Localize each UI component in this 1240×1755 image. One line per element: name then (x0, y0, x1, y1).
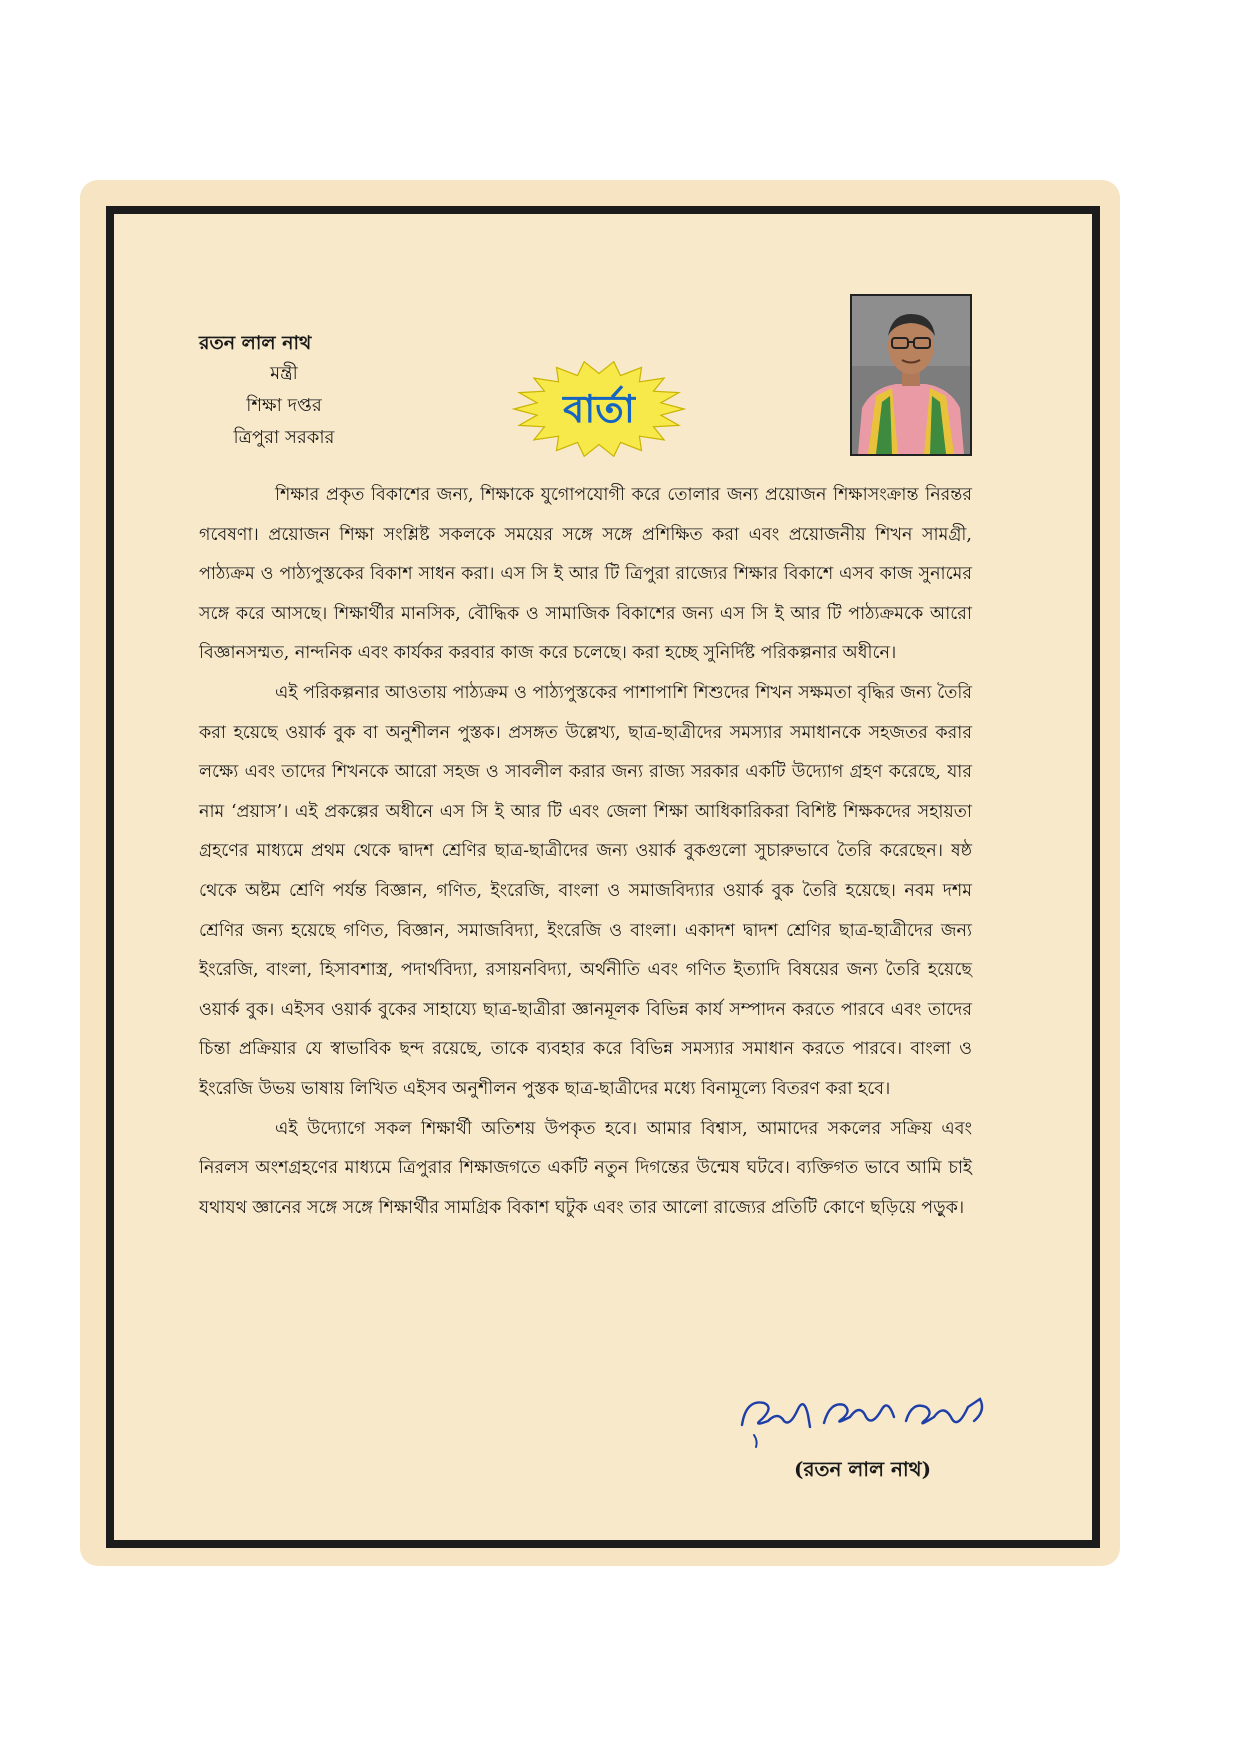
signature-image (734, 1381, 1004, 1451)
minister-portrait (850, 294, 972, 456)
sender-designation: মন্ত্রী (270, 363, 298, 384)
sender-government: ত্রিপুরা সরকার (233, 427, 335, 448)
message-body (199, 476, 972, 1228)
page-title: বার্তা (563, 386, 635, 431)
portrait-image (852, 296, 970, 454)
sender-name: রতন লাল নাথ (199, 332, 312, 354)
heading-badge (512, 359, 686, 459)
message-frame (106, 206, 1100, 1548)
message-paragraph: এই পরিকল্পনার আওতায় পাঠ্যক্রম ও পাঠ্যপুস্তকের পাশাপাশি শিশুদের শিখন সক্ষমতা বৃদ্ধির জন্য তৈরি করা হয়েছে ওয়ার্ক বুক বা অনুশীলন পুস্তক। প্রসঙ্গত উল্লেখ্য, ছাত্র-ছাত্রীদের সমস্যার সমাধানকে সহজতর করার লক্ষ্যে এবং তাদের শিখনকে আরো সহজ ও সাবলীল করার জন্য রাজ্য সরকার একটি উদ্যোগ গ্রহণ করেছে, যার নাম ‘প্রয়াস’। এই প্রকল্পের অধীনে এস সি ই আর টি এবং জেলা শিক্ষা আধিকারিকরা বিশিষ্ট শিক্ষকদের সহায়তা গ্রহণের মাধ্যমে প্রথম থেকে দ্বাদশ শ্রেণির ছাত্র-ছাত্রীদের জন্য ওয়ার্ক বুকগুলো সুচারুভাবে তৈরি করেছেন। ষষ্ঠ থেকে অষ্টম শ্রেণি পর্যন্ত বিজ্ঞান, গণিত, ইংরেজি, বাংলা ও সমাজবিদ্যার ওয়ার্ক বুক তৈরি হয়েছে। নবম দশম শ্রেণির জন্য হয়েছে গণিত, বিজ্ঞান, সমাজবিদ্যা, ইংরেজি ও বাংলা। একাদশ দ্বাদশ শ্রেণির ছাত্র-ছাত্রীদের জন্য ইংরেজি, বাংলা, হিসাবশাস্ত্র, পদার্থবিদ্যা, রসায়নবিদ্যা, অর্থনীতি এবং গণিত ইত্যাদি বিষয়ের জন্য তৈরি হয়েছে ওয়ার্ক বুক। এইসব ওয়ার্ক বুকের সাহায্যে ছাত্র-ছাত্রীরা জ্ঞানমূলক বিভিন্ন কার্য সম্পাদন করতে পারবে এবং তাদের চিন্তা প্রক্রিয়ার যে স্বাভাবিক ছন্দ রয়েছে, তাকে ব্যবহার করে বিভিন্ন সমস্যার সমাধান করতে পারবে। বাংলা ও ইংরেজি উভয় ভাষায় লিখিত এইসব অনুশীলন পুস্তক ছাত্র-ছাত্রীদের মধ্যে বিনামূল্যে বিতরণ করা হবে। (199, 682, 972, 1099)
sender-department: শিক্ষা দপ্তর (246, 395, 322, 416)
signer-name: (রতন লাল নাথ) (794, 1457, 932, 1481)
sender-block (199, 328, 369, 454)
message-paragraph: এই উদ্যোগে সকল শিক্ষার্থী অতিশয় উপকৃত হবে। আমার বিশ্বাস, আমাদের সকলের সক্রিয় এবং নিরলস অংশগ্রহণের মাধ্যমে ত্রিপুরার শিক্ষাজগতে একটি নতুন দিগন্তের উন্মেষ ঘটবে। ব্যক্তিগত ভাবে আমি চাই যথাযথ জ্ঞানের সঙ্গে সঙ্গে শিক্ষার্থীর সামগ্রিক বিকাশ ঘটুক এবং তার আলো রাজ্যের প্রতিটি কোণে ছড়িয়ে পড়ুক। (199, 1118, 972, 1218)
message-page (80, 180, 1120, 1566)
message-paragraph: শিক্ষার প্রকৃত বিকাশের জন্য, শিক্ষাকে যুগোপযোগী করে তোলার জন্য প্রয়োজন শিক্ষাসংক্রান্ত নিরন্তর গবেষণা। প্রয়োজন শিক্ষা সংশ্লিষ্ট সকলকে সময়ের সঙ্গে সঙ্গে প্রশিক্ষিত করা এবং প্রয়োজনীয় শিখন সামগ্রী, পাঠ্যক্রম ও পাঠ্যপুস্তকের বিকাশ সাধন করা। এস সি ই আর টি ত্রিপুরা রাজ্যের শিক্ষার বিকাশে এসব কাজ সুনামের সঙ্গে করে আসছে। শিক্ষার্থীর মানসিক, বৌদ্ধিক ও সামাজিক বিকাশের জন্য এস সি ই আর টি পাঠ্যক্রমকে আরো বিজ্ঞানসম্মত, নান্দনিক এবং কার্যকর করবার কাজ করে চলেছে। করা হচ্ছে সুনির্দিষ্ট পরিকল্পনার অধীনে। (199, 485, 972, 664)
handwritten-signature (734, 1381, 1004, 1451)
